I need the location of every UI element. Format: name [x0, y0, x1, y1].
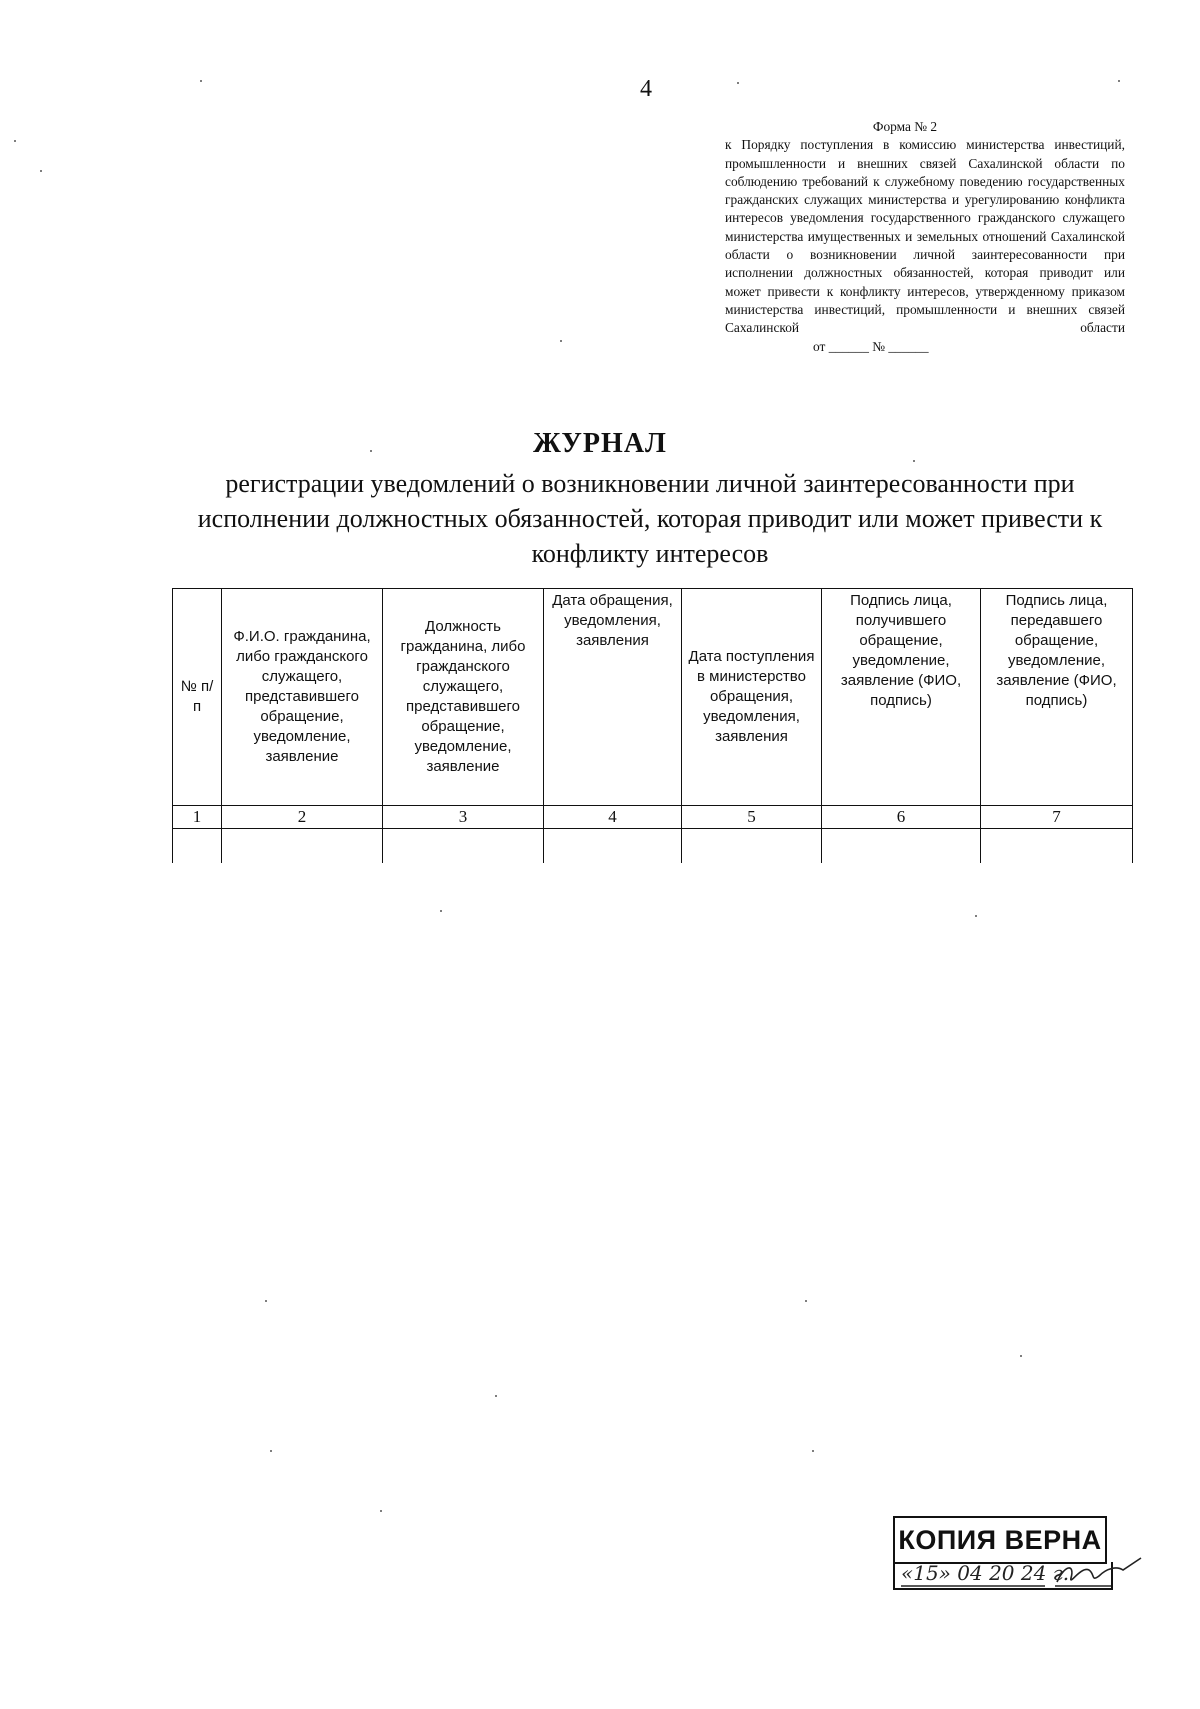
column-number: 4 — [544, 806, 682, 829]
stamp-date-signature-icon — [895, 1556, 1155, 1616]
journal-table — [172, 588, 1133, 863]
form-description: к Порядку поступления в комиссию министерства инвестиций, промышленности и внешних связей Сахалинской области по соблюдению требований к служебному поведению государственных гражданских служащих министерства и урегулированию конфликта интересов уведомления государственного гражданского служащего министерства имущественных и земельных отношений Сахалинской области о возникновении личной заинтересованности при исполнении должностных обязанностей, которая приводит или может привести к конфликту интересов, утвержденному приказом министерства инвестиций, промышленности и внешних связей Сахалинской области — [725, 137, 1125, 336]
header-request-date: Дата обращения, уведомления, заявления — [544, 589, 682, 806]
header-row-number: № п/п — [173, 589, 222, 806]
empty-cell — [222, 829, 383, 864]
column-number: 2 — [222, 806, 383, 829]
table-header-row — [173, 589, 1133, 806]
svg-text:«15» 04 20 24 г.: «15» 04 20 24 г. — [901, 1561, 1070, 1585]
journal-subtitle: регистрации уведомлений о возникновении личной заинтересованности при исполнении должностных обязанностей, которая приводит или может привести к конфликту интересов — [197, 469, 1103, 568]
empty-cell — [173, 829, 222, 864]
column-number: 7 — [981, 806, 1133, 829]
empty-cell — [544, 829, 682, 864]
empty-cell — [981, 829, 1133, 864]
header-receipt-date: Дата поступления в министерство обращения, уведомления, заявления — [682, 589, 822, 806]
column-number: 6 — [822, 806, 981, 829]
form-approval-block — [725, 118, 1125, 356]
header-position: Должность гражданина, либо гражданского служащего, представившего обращение, уведомление, заявление — [383, 589, 544, 806]
empty-cell — [682, 829, 822, 864]
copy-certified-stamp: КОПИЯ ВЕРНА — [893, 1516, 1107, 1564]
column-number: 3 — [383, 806, 544, 829]
header-receiver-signature: Подпись лица, получившего обращение, уведомление, заявление (ФИО, подпись) — [822, 589, 981, 806]
page-number: 4 — [640, 76, 652, 102]
empty-cell — [383, 829, 544, 864]
column-number: 1 — [173, 806, 222, 829]
header-full-name: Ф.И.О. гражданина, либо гражданского служащего, представившего обращение, уведомление, заявление — [222, 589, 383, 806]
header-sender-signature: Подпись лица, передавшего обращение, уведомление, заявление (ФИО, подпись) — [981, 589, 1133, 806]
column-number: 5 — [682, 806, 822, 829]
empty-cell — [822, 829, 981, 864]
form-title: Форма № 2 — [872, 119, 938, 134]
column-number-row — [173, 806, 1133, 829]
empty-table-row — [173, 829, 1133, 864]
form-date-line: от ______ № ______ — [813, 338, 929, 354]
journal-title: ЖУРНАЛ — [533, 428, 667, 459]
